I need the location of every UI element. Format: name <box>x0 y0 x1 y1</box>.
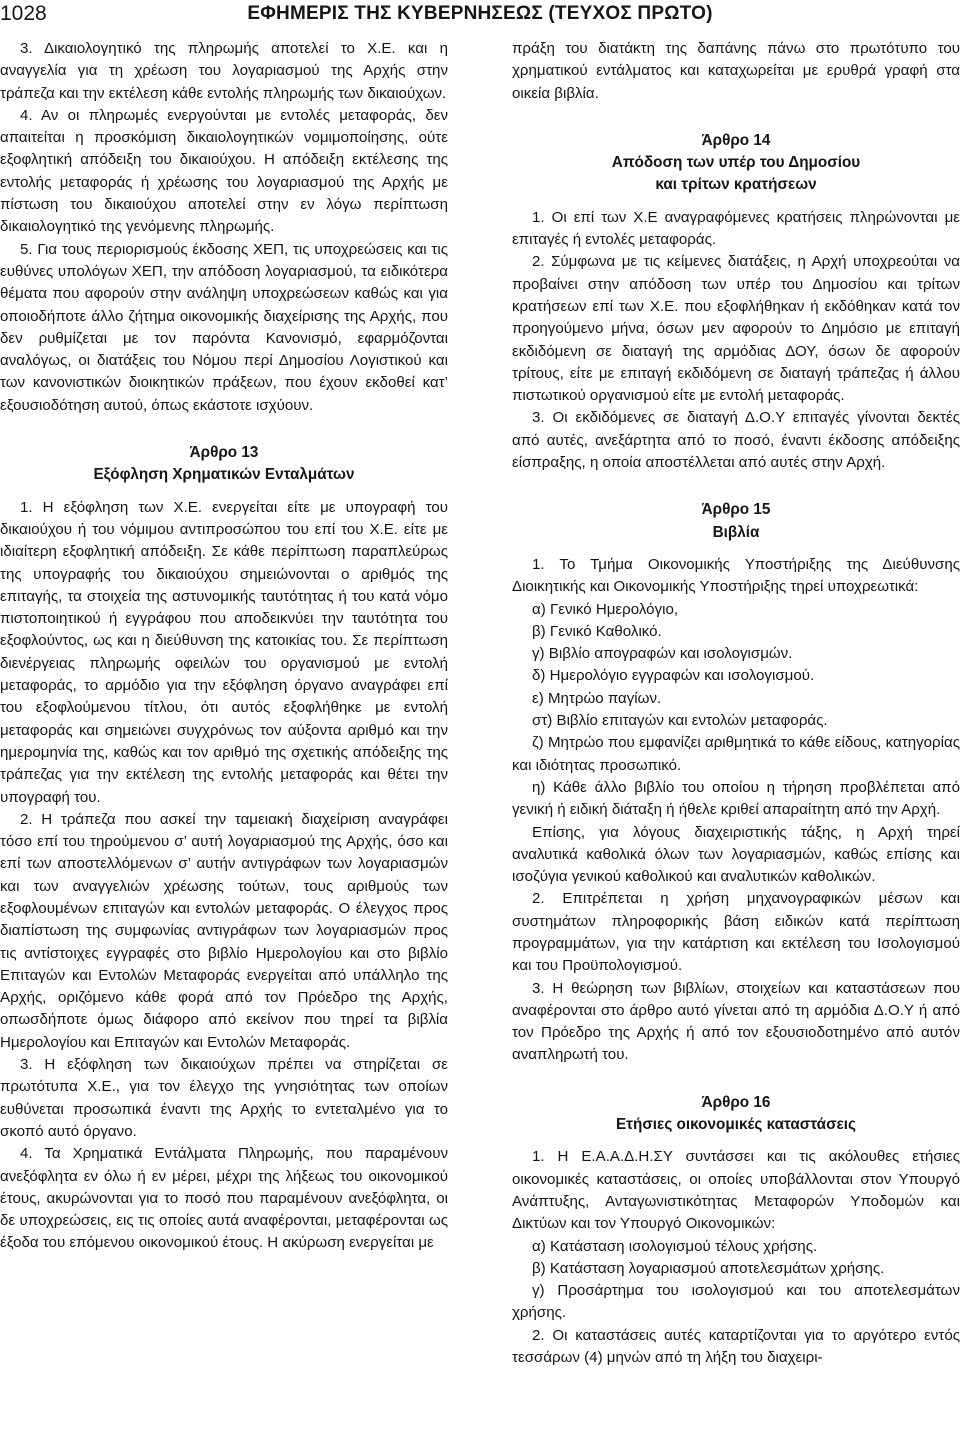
list-item: η) Κάθε άλλο βιβλίο του οποίου η τήρηση προβλέπεται από γενική ή ειδική διάταξη ή ήθελε κριθεί απαραίτητη από την Αρχή. <box>512 778 960 819</box>
article-14-label: Άρθρο 14 <box>701 131 771 149</box>
paragraph: 3. Οι εκδιδόμενες σε διαταγή Δ.Ο.Υ επιταγές γίνονται δεκτές από αυτές, ανεξάρτητα από το ποσό, έναντι έκδοσης απόδειξης είσπραξης, η οποία αποστέλλεται από αυτές στην Αρχή. <box>512 409 960 472</box>
paragraph: 1. Η εξόφληση των Χ.Ε. ενεργείται είτε με υπογραφή του δικαιούχου ή του νόμιμου αντιπροσώπου του επί του Χ.Ε. είτε με ιδιαίτερη εξοφλητική απόδειξη. Σε κάθε περίπτωση παραπλεύρως της υπογραφής του δικαιούχου σημειώνονται ο αριθμός της επιταγής, τα στοιχεία της αστυνομικής ταυτότητας ή του κατά νόμο πιστοποιητικού ή εγγράφου που αποδεικνύει την ταυτότητα του εξοφλούντος, ως και η διεύθυνση της κατοικίας του. Σε περίπτωση διενέργειας πληρωμής οφειλών του οργανισμού με εντολή μεταφοράς, το αρμόδιο για την εξόφληση όργανο αναγράφει επί του εξοφλούμενου τίτλου, ότι αυτός εξοφλήθηκε με εντολή μεταφοράς και σημειώνει συγχρόνως τον αύξοντα αριθμό και την ημερομηνία της, καθώς και τον αριθμό της σχετικής απόδειξης της τράπεζας για την εκτέλεση της εντολής μεταφοράς και θέτει την υπογραφή του. <box>0 498 448 806</box>
list-item: στ) Βιβλίο επιταγών και εντολών μεταφοράς. <box>532 712 828 730</box>
paragraph: Επίσης, για λόγους διαχειριστικής τάξης, η Αρχή τηρεί αναλυτικά καθολικά όλων των λογαριασμών, καθώς επίσης και ισοζύγια γενικού καθολικού και αναλυτικών καθολικών. <box>512 823 960 886</box>
article-16-label: Άρθρο 16 <box>701 1093 771 1111</box>
paragraph: 3. Η εξόφληση των δικαιούχων πρέπει να στηρίζεται σε πρωτότυπα Χ.Ε., για τον έλεγχο της γνησιότητας των οποίων ευθύνεται προσωπικά έναντι της Αρχής το εντεταλμένο για το σκοπό αυτό όργανο. <box>0 1056 448 1140</box>
left-column <box>0 38 448 1255</box>
list-item: ε) Μητρώο παγίων. <box>532 689 662 707</box>
article-13-label: Άρθρο 13 <box>189 444 259 462</box>
paragraph: 1. Η Ε.Α.Α.Δ.Η.ΣΥ συντάσσει και τις ακόλουθες ετήσιες οικονομικές καταστάσεις, οι οποίες υποβάλλονται στον Υπουργό Ανάπτυξης, Ανταγωνιστικότητας Μεταφορών Υποδομών και Δικτύων και τον Υπουργό Οικονομικών: <box>512 1148 960 1233</box>
paragraph: 3. Δικαιολογητικό της πληρωμής αποτελεί το Χ.Ε. και η αναγγελία για τη χρέωση του λογαριασμού της Αρχής στην τράπεζα και την εκτέλεση κάθε εντολής πληρωμής των δικαιούχων. <box>0 40 448 102</box>
article-14-title: Απόδοση των υπέρ του Δημοσίου <box>611 154 861 172</box>
article-15-title: Βιβλία <box>712 523 760 541</box>
paragraph: 2. Επιτρέπεται η χρήση μηχανογραφικών μέσων και συστημάτων πληροφορικής βάση ειδικών κατά περίπτωση προγραμμάτων, για την κατάρτιση και εκτέλεση του Ισολογισμού και του Προϋπολογισμού. <box>512 890 960 975</box>
page-number: 1028 <box>0 2 47 25</box>
gazette-title: ΕΦΗΜΕΡΙΣ ΤΗΣ ΚΥΒΕΡΝΗΣΕΩΣ (ΤΕΥΧΟΣ ΠΡΩΤΟ) <box>247 3 713 24</box>
list-item: β) Κατάσταση λογαριασμού αποτελεσμάτων χρήσης. <box>532 1259 885 1277</box>
list-item: γ) Προσάρτημα του ισολογισμού και του αποτελεσμάτων χρήσης. <box>512 1282 960 1322</box>
paragraph: 5. Για τους περιορισμούς έκδοσης ΧΕΠ, τις υποχρεώσεις και τις ευθύνες υπολόγων ΧΕΠ, την απόδοση λογαριασμού, τα ειδικότερα θέματα που αφορούν στην ανάληψη υποχρεώσεων καθώς και για οποιοδήποτε άλλο ζήτημα οικονομικής διαχείρισης της Αρχής, που δεν ρυθμίζεται με τον παρόντα Κανονισμό, εφαρμόζονται αναλόγως, οι διατάξεις του Νόμου περί Δημοσίου Λογιστικού και των κανονιστικών διοικητικών πράξεων, που έχουν εκδοθεί κατ’ εξουσιοδότηση αυτού, όπως εκάστοτε ισχύουν. <box>0 240 448 414</box>
article-13-title: Εξόφληση Χρηματικών Ενταλμάτων <box>93 466 355 484</box>
paragraph: 1. Οι επί των Χ.Ε αναγραφόμενες κρατήσεις πληρώνονται με επιταγές ή εντολές μεταφοράς. <box>512 208 960 249</box>
right-column <box>512 38 960 1369</box>
article-14-title: και τρίτων κρατήσεων <box>655 176 817 194</box>
list-item: γ) Βιβλίο απογραφών και ισολογισμών. <box>532 645 793 663</box>
article-16-title: Ετήσιες οικονομικές καταστάσεις <box>615 1116 857 1134</box>
list-item: δ) Ημερολόγιο εγγραφών και ισολογισμού. <box>532 667 815 685</box>
paragraph: 1. Το Τμήμα Οικονομικής Υποστήριξης της Διεύθυνσης Διοικητικής και Οικονομικής Υποστήριξης τηρεί υποχρεωτικά: <box>512 555 960 596</box>
paragraph: 2. Οι καταστάσεις αυτές καταρτίζονται για το αργότερο εντός τεσσάρων (4) μηνών από τη λήξη του διαχειρι- <box>512 1326 960 1367</box>
paragraph: 2. Σύμφωνα με τις κείμενες διατάξεις, η Αρχή υποχρεούται να προβαίνει στην απόδοση των υπέρ του Δημοσίου και τρίτων κρατήσεων επί των Χ.Ε. που εξοφλήθηκαν ή εκδόθηκαν κατά τον προηγούμενο μήνα, όσων μεν αφορούν το Δημόσιο με επιταγή εκδιδόμενη σε διαταγή της αρμόδιας ΔΟΥ, όσων δε αφορούν τρίτους, είτε με επιταγή εκδιδόμενη σε διαταγή τράπεζας ή άλλου πιστωτικού οργανισμού είτε με εντολή μεταφοράς. <box>512 253 960 405</box>
list-item: β) Γενικό Καθολικό. <box>532 622 662 640</box>
page-header <box>0 0 960 34</box>
paragraph: 4. Αν οι πληρωμές ενεργούνται με εντολές μεταφοράς, δεν απαιτείται η προσκόμιση δικαιολογητικών νομιμοποίησης, ούτε εξοφλητική απόδειξη του δικαιούχου. Η απόδειξη εκτέλεσης της εντολής μεταφοράς ή χρέωσης του λογαριασμού της Αρχής με πίστωση του δικαιούχου αποτελεί στην εν λόγω περίπτωση δικαιολογητικό της γενόμενης πληρωμής. <box>0 106 448 236</box>
list-item: α) Κατάσταση ισολογισμού τέλους χρήσης. <box>532 1237 818 1255</box>
list-item: ζ) Μητρώο που εμφανίζει αριθμητικά το κάθε είδους, κατηγορίας και ιδιότητας προσωπικό. <box>512 734 960 774</box>
paragraph: 2. Η τράπεζα που ασκεί την ταμειακή διαχείριση αναγράφει τόσο επί του τηρούμενου σ’ αυτή λογαριασμού της Αρχής, όσο και επί των αποστελλόμενων σ’ αυτήν αντιγράφων των λογαριασμών και των αναγγελιών χρέωσης τούτων, τους αριθμούς των εξοφλουμένων επιταγών και εντολών μεταφοράς. Ο έλεγχος προς διαπίστωση της συμφωνίας αντιγράφων των λογαριασμών προς τις αντίστοιχες εγγραφές στο βιβλίο Ημερολογίου και στο βιβλίο Επιταγών και Εντολών Μεταφοράς ενεργείται από υπάλληλο της Αρχής, οριζόμενο κάθε φορά από τον Πρόεδρο της Αρχής, οπωσδήποτε όμως διάφορο από εκείνον που τηρεί τα βιβλία Ημερολογίου και Επιταγών και Εντολών Μεταφοράς. <box>0 810 448 1051</box>
article-15-label: Άρθρο 15 <box>701 501 771 519</box>
paragraph: πράξη του διατάκτη της δαπάνης πάνω στο πρωτότυπο του χρηματικού εντάλματος και καταχωρείται με ερυθρά γραφή στα οικεία βιβλία. <box>512 40 960 102</box>
paragraph: 4. Τα Χρηματικά Εντάλματα Πληρωμής, που παραμένουν ανεξόφλητα εν όλω ή εν μέρει, μέχρι της λήξεως του οικονομικού έτους, ακυρώνονται για το ποσό που παραμένουν ανεξόφλητα, οι δε υποχρεώσεις, εις τις οποίες αυτά αναφέρονται, μεταφέρονται ως έξοδα του επόμενου οικονομικού έτους. Η ακύρωση ενεργείται με <box>0 1145 448 1252</box>
list-item: α) Γενικό Ημερολόγιο, <box>532 600 679 618</box>
paragraph: 3. Η θεώρηση των βιβλίων, στοιχείων και καταστάσεων που αναφέρονται στο άρθρο αυτό γίνεται από τη αρμόδια Δ.Ο.Υ ή από τον Πρόεδρο της Αρχής ή από τον εξουσιοδοτημένο από αυτόν αναπληρωτή του. <box>512 979 960 1064</box>
